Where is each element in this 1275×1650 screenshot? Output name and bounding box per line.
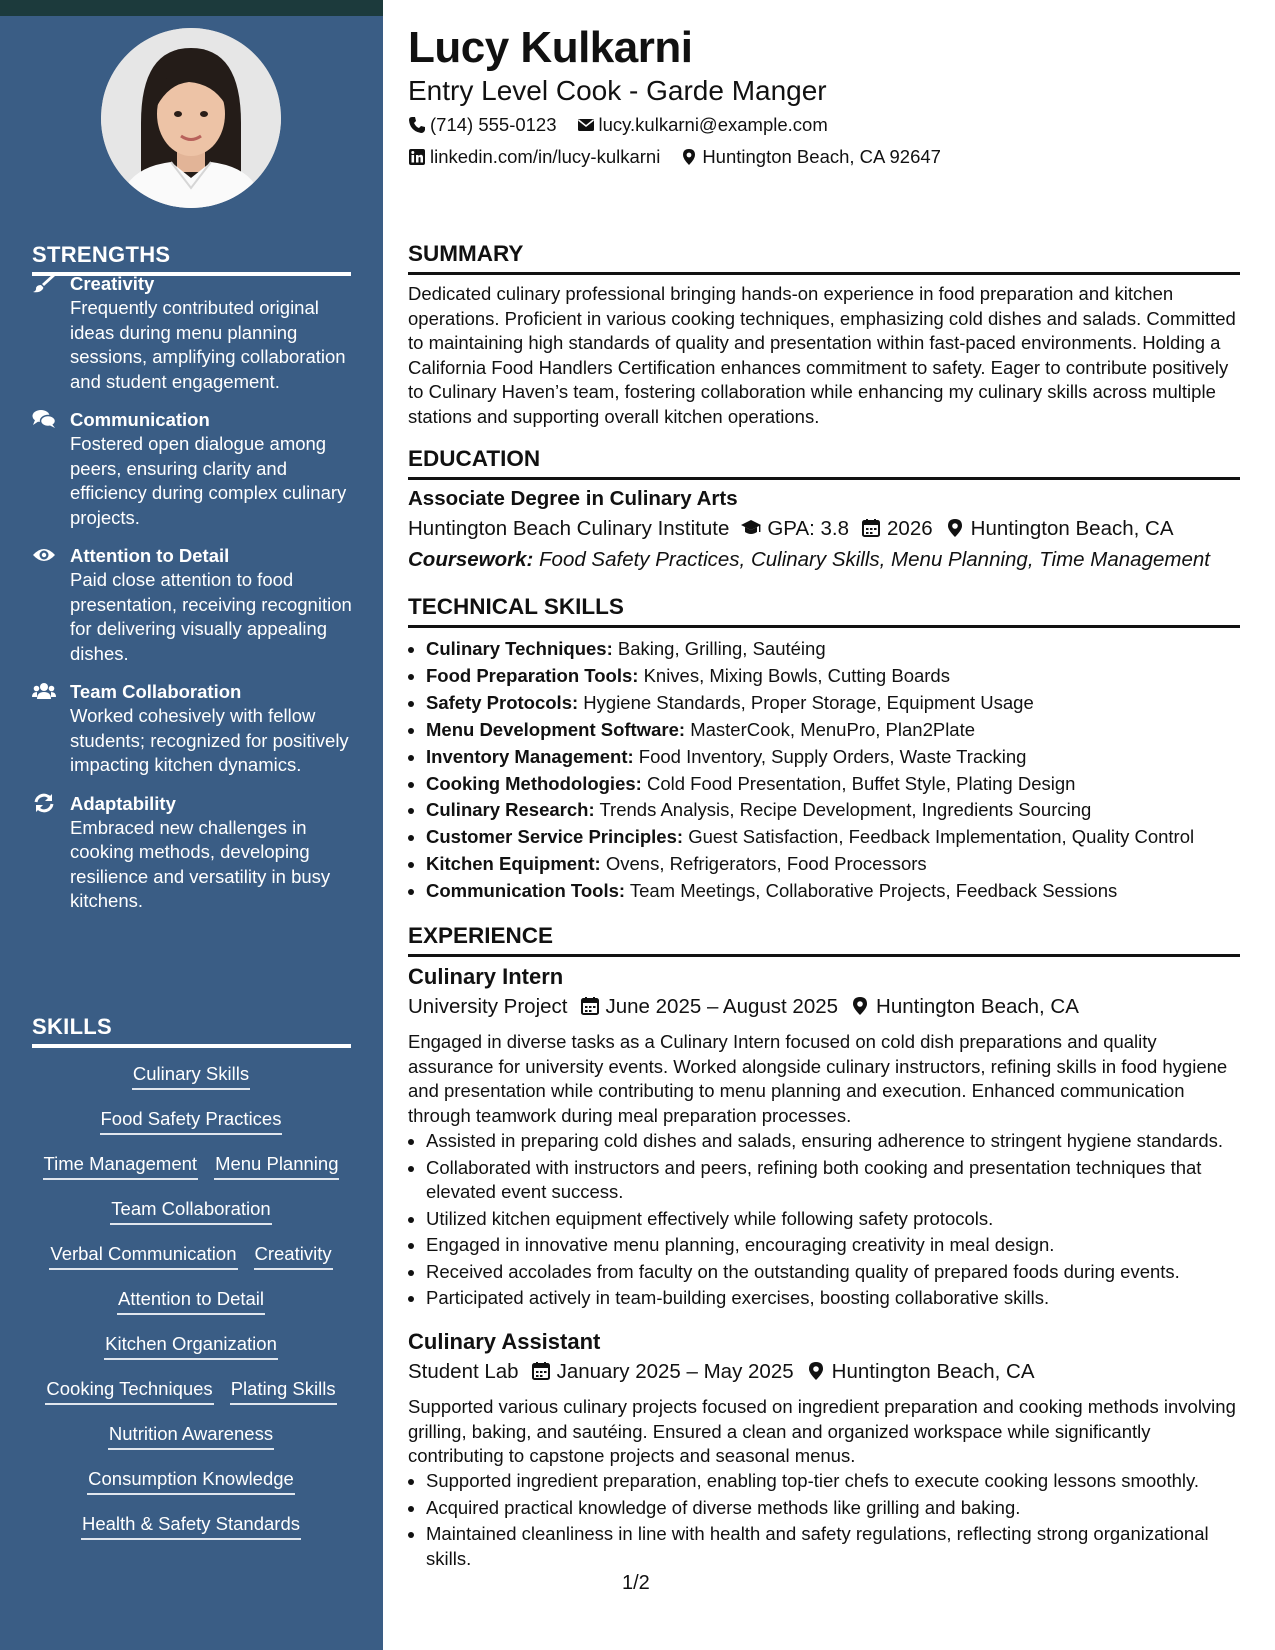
users-icon <box>32 681 56 701</box>
graduation-year: 2026 <box>887 517 933 540</box>
skill-chip: Nutrition Awareness <box>108 1420 274 1450</box>
skill-values: Team Meetings, Collaborative Projects, Feedback Sessions <box>629 880 1118 902</box>
map-pin-icon <box>945 518 965 538</box>
map-pin-icon <box>806 1361 826 1381</box>
job-dates: June 2025 – August 2025 <box>605 995 839 1018</box>
contact-line-2 <box>408 145 941 169</box>
list-item <box>426 744 1258 771</box>
skill-values: Cold Food Presentation, Buffet Style, Plating Design <box>646 772 1076 794</box>
education-info <box>408 515 1174 543</box>
skill-values: MasterCook, MenuPro, Plan2Plate <box>690 718 976 740</box>
skill-values: Guest Satisfaction, Feedback Implementation, Quality Control <box>688 826 1195 848</box>
strength-title: Creativity <box>70 273 155 294</box>
strength-item <box>32 272 354 394</box>
skill-chip: Verbal Communication <box>49 1240 237 1270</box>
list-item <box>426 851 1258 878</box>
skills-heading: SKILLS <box>32 1014 351 1048</box>
technical-skills-heading: TECHNICAL SKILLS <box>408 593 1240 628</box>
list-item: • Received accolades from faculty on the outstanding quality of prepared foods during events. <box>426 1260 1258 1285</box>
strength-desc: Worked cohesively with fellow students; recognized for positively impacting kitchen dynamics. <box>70 705 349 775</box>
list-item <box>426 690 1258 717</box>
list-item <box>426 636 1258 663</box>
skill-values: Knives, Mixing Bowls, Cutting Boards <box>643 664 950 686</box>
strength-item <box>32 680 354 778</box>
list-item: • Collaborated with instructors and peers, refining both cooking and presentation techniques that elevated event success. <box>426 1156 1258 1205</box>
strengths-list <box>32 272 354 928</box>
job-org: University Project <box>408 995 568 1018</box>
strength-desc: Frequently contributed original ideas during menu planning sessions, amplifying collaboration and student engagement. <box>70 297 346 392</box>
skill-chip: Food Safety Practices <box>100 1105 283 1135</box>
skill-category: Kitchen Equipment: <box>426 853 601 875</box>
degree-title: Associate Degree in Culinary Arts <box>408 487 738 510</box>
refresh-icon <box>32 793 56 813</box>
phone: (714) 555-0123 <box>430 114 557 135</box>
list-item <box>426 797 1258 824</box>
strength-title: Team Collaboration <box>70 681 242 702</box>
email: lucy.kulkarni@example.com <box>598 114 828 135</box>
coursework <box>408 546 1210 574</box>
calendar-icon <box>531 1361 551 1381</box>
skill-chip: Kitchen Organization <box>104 1330 278 1360</box>
linkedin-icon <box>408 148 426 166</box>
job-title: Entry Level Cook - Garde Manger <box>408 75 827 106</box>
skill-category: Menu Development Software: <box>426 718 686 740</box>
list-item: • Maintained cleanliness in line with health and safety regulations, reflecting strong organizational skills. <box>426 1522 1258 1571</box>
summary-text: Dedicated culinary professional bringing hands-on experience in food preparation and kitchen operations. Proficient in various cooking techniques, emphasizing cold dishes and salads. Committed to maintaining high standards of quality and presentation within fast-paced environments. Holding a California Food Handlers Certification enhances commitment to safety. Eager to contribute positively to Culinary Haven’s team, fostering collaboration while enhancing my culinary skills across multiple stations and supporting overall kitchen operations. <box>408 283 1236 427</box>
education-heading: EDUCATION <box>408 445 1240 480</box>
job-title-1: Culinary Intern <box>408 964 564 989</box>
list-item: • Engaged in innovative menu planning, encouraging creativity in meal design. <box>426 1233 1258 1258</box>
skill-category: Communication Tools: <box>426 880 626 902</box>
skill-values: Ovens, Refrigerators, Food Processors <box>605 853 927 875</box>
page-number: 1/2 <box>622 1572 650 1594</box>
skill-chip: Creativity <box>254 1240 333 1270</box>
skill-category: Inventory Management: <box>426 745 634 767</box>
experience-heading: EXPERIENCE <box>408 922 1240 957</box>
skill-chip: Consumption Knowledge <box>87 1465 295 1495</box>
eye-icon <box>32 545 56 565</box>
summary-heading: SUMMARY <box>408 240 1240 275</box>
technical-skills-list <box>408 636 1258 905</box>
strength-item <box>32 792 354 914</box>
list-item: • Participated actively in team-building exercises, boosting collaborative skills. <box>426 1286 1258 1311</box>
job-dates: January 2025 – May 2025 <box>556 1360 794 1383</box>
list-item <box>426 717 1258 744</box>
strength-title: Attention to Detail <box>70 545 230 566</box>
skill-values: Trends Analysis, Recipe Development, Ingredients Sourcing <box>599 799 1092 821</box>
skill-values: Baking, Grilling, Sautéing <box>617 638 826 659</box>
envelope-icon <box>577 116 595 134</box>
strength-desc: Paid close attention to food presentation, receiving recognition for delivering visually appealing dishes. <box>70 569 352 664</box>
job-bullets-2 <box>408 1469 1258 1573</box>
list-item <box>426 663 1258 690</box>
education-location: Huntington Beach, CA <box>970 517 1174 540</box>
map-pin-icon <box>680 148 698 166</box>
skill-category: Culinary Research: <box>426 799 595 821</box>
list-item <box>426 878 1258 905</box>
skill-chip: Health & Safety Standards <box>81 1510 301 1540</box>
top-accent-bar <box>0 0 383 16</box>
job-location: Huntington Beach, CA <box>876 995 1079 1018</box>
linkedin: linkedin.com/in/lucy-kulkarni <box>430 146 661 167</box>
list-item: • Acquired practical knowledge of diverse methods like grilling and baking. <box>426 1496 1258 1521</box>
comments-icon <box>32 409 56 429</box>
calendar-icon <box>861 518 881 538</box>
skill-values: Hygiene Standards, Proper Storage, Equipment Usage <box>583 691 1034 713</box>
strengths-heading: STRENGTHS <box>32 242 351 276</box>
strength-desc: Embraced new challenges in cooking methods, developing resilience and versatility in busy kitchens. <box>70 816 331 911</box>
skills-cloud <box>30 1060 352 1555</box>
strength-title: Adaptability <box>70 792 176 814</box>
strength-item <box>32 544 354 666</box>
school-name: Huntington Beach Culinary Institute <box>408 517 730 540</box>
calendar-icon <box>580 996 600 1016</box>
job-title-2: Culinary Assistant <box>408 1329 601 1354</box>
map-pin-icon <box>850 996 870 1016</box>
job-summary-2: Supported various culinary projects focused on ingredient preparation and cooking methods involving grilling, baking, and sautéing. Ensured a clean and organized workspace while significantly contributing to capstone projects and seasonal menus. <box>408 1396 1236 1467</box>
job-info-2 <box>408 1358 1035 1386</box>
job-bullets-1 <box>408 1129 1258 1313</box>
list-item: • Utilized kitchen equipment effectively while following safety protocols. <box>426 1207 1258 1232</box>
sidebar <box>0 16 383 1650</box>
skill-chip: Attention to Detail <box>117 1285 265 1315</box>
graduation-cap-icon <box>741 518 761 538</box>
skill-chip: Plating Skills <box>230 1375 337 1405</box>
list-item <box>426 771 1258 798</box>
skill-category: Cooking Methodologies: <box>426 772 642 794</box>
strength-title: Communication <box>70 409 210 430</box>
gpa: GPA: 3.8 <box>767 517 850 540</box>
list-item: • Assisted in preparing cold dishes and salads, ensuring adherence to stringent hygiene standards. <box>426 1129 1258 1154</box>
skill-chip: Menu Planning <box>214 1150 339 1180</box>
coursework-list: Food Safety Practices, Culinary Skills, Menu Planning, Time Management <box>539 548 1210 571</box>
skill-category: Safety Protocols: <box>426 691 579 713</box>
skill-category: Customer Service Principles: <box>426 826 684 848</box>
paintbrush-icon <box>32 273 56 293</box>
phone-icon <box>408 116 426 134</box>
skill-category: Culinary Techniques: <box>426 638 613 659</box>
coursework-label: Coursework: <box>408 548 534 571</box>
list-item: • Supported ingredient preparation, enabling top-tier chefs to execute cooking lessons smoothly. <box>426 1469 1258 1494</box>
strength-item <box>32 408 354 530</box>
job-org: Student Lab <box>408 1360 519 1383</box>
profile-photo <box>101 28 281 208</box>
contact-line-1 <box>408 113 828 137</box>
skill-category: Food Preparation Tools: <box>426 664 639 686</box>
skill-chip: Culinary Skills <box>132 1060 250 1090</box>
skill-values: Food Inventory, Supply Orders, Waste Tracking <box>638 745 1027 767</box>
list-item <box>426 824 1258 851</box>
strength-desc: Fostered open dialogue among peers, ensuring clarity and efficiency during complex culinary projects. <box>70 433 347 528</box>
skill-chip: Cooking Techniques <box>45 1375 213 1405</box>
candidate-name: Lucy Kulkarni <box>408 23 693 72</box>
job-info-1 <box>408 993 1079 1021</box>
skill-chip: Time Management <box>43 1150 199 1180</box>
job-location: Huntington Beach, CA <box>831 1360 1035 1383</box>
skill-chip: Team Collaboration <box>110 1195 271 1225</box>
location: Huntington Beach, CA 92647 <box>702 146 941 167</box>
job-summary-1: Engaged in diverse tasks as a Culinary Intern focused on cold dish preparations and quality assurance for university events. Worked alongside culinary instructors, refining skills in food hygiene and presentation while contributing to menu planning and execution. Enhanced communication through teamwork during meal preparation processes. <box>408 1031 1228 1126</box>
